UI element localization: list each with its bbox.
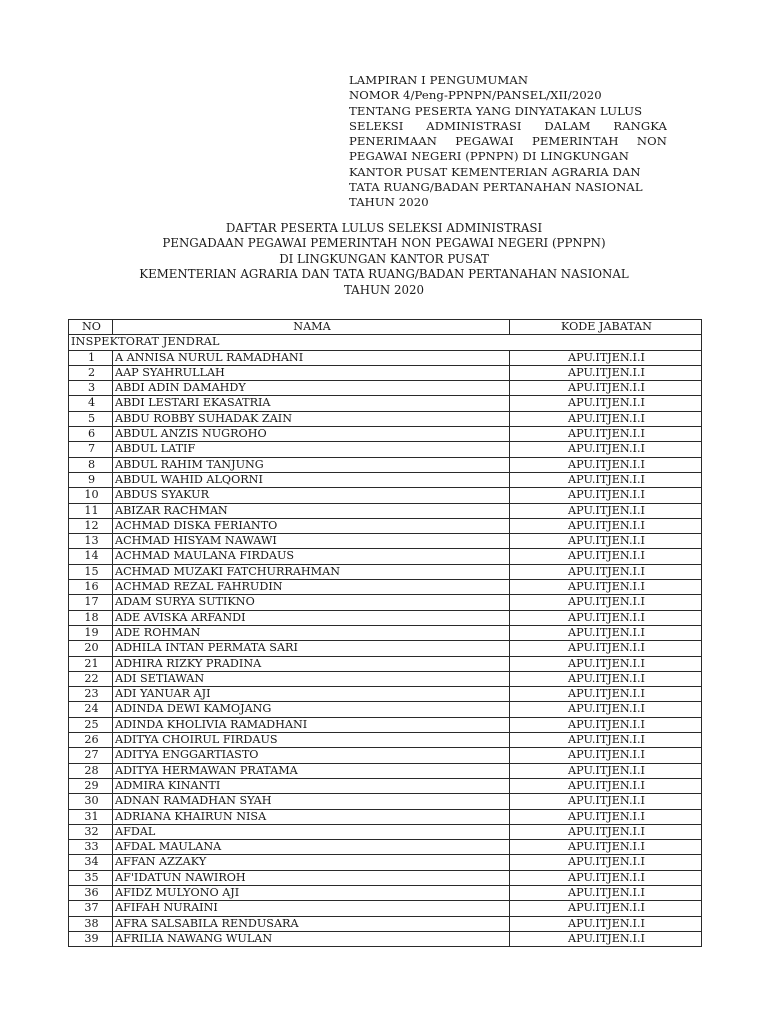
row-kode-jabatan: APU.ITJEN.I.I: [510, 809, 702, 824]
row-no: 14: [69, 549, 113, 564]
row-no: 38: [69, 916, 113, 931]
table-row: [69, 503, 702, 518]
row-kode-jabatan: APU.ITJEN.I.I: [510, 549, 702, 564]
section-label: INSPEKTORAT JENDRAL: [69, 335, 702, 350]
row-no: 11: [69, 503, 113, 518]
table-row: [69, 488, 702, 503]
row-nama: ADMIRA KINANTI: [113, 778, 510, 793]
row-no: 26: [69, 733, 113, 748]
lampiran-line: PEGAWAI NEGERI (PPNPN) DI LINGKUNGAN: [349, 149, 629, 164]
table-row: [69, 381, 702, 396]
row-kode-jabatan: APU.ITJEN.I.I: [510, 931, 702, 946]
row-kode-jabatan: APU.ITJEN.I.I: [510, 748, 702, 763]
table-row: [69, 840, 702, 855]
row-no: 9: [69, 472, 113, 487]
row-kode-jabatan: APU.ITJEN.I.I: [510, 518, 702, 533]
row-kode-jabatan: APU.ITJEN.I.I: [510, 687, 702, 702]
row-kode-jabatan: APU.ITJEN.I.I: [510, 824, 702, 839]
row-nama: ACHMAD HISYAM NAWAWI: [113, 534, 510, 549]
row-no: 32: [69, 824, 113, 839]
row-nama: ACHMAD DISKA FERIANTO: [113, 518, 510, 533]
row-nama: ACHMAD REZAL FAHRUDIN: [113, 580, 510, 595]
title-line: PENGADAAN PEGAWAI PEMERINTAH NON PEGAWAI NEGERI (PPNPN): [162, 236, 606, 251]
row-kode-jabatan: APU.ITJEN.I.I: [510, 855, 702, 870]
row-kode-jabatan: APU.ITJEN.I.I: [510, 595, 702, 610]
row-kode-jabatan: APU.ITJEN.I.I: [510, 901, 702, 916]
row-kode-jabatan: APU.ITJEN.I.I: [510, 350, 702, 365]
table-row: [69, 824, 702, 839]
table-row: [69, 595, 702, 610]
row-no: 18: [69, 610, 113, 625]
row-no: 12: [69, 518, 113, 533]
row-no: 13: [69, 534, 113, 549]
table-row: [69, 549, 702, 564]
row-no: 5: [69, 411, 113, 426]
row-nama: AFFAN AZZAKY: [113, 855, 510, 870]
row-no: 21: [69, 656, 113, 671]
table-row: [69, 411, 702, 426]
row-no: 15: [69, 564, 113, 579]
table-row: [69, 365, 702, 380]
row-nama: ABDUL ANZIS NUGROHO: [113, 427, 510, 442]
row-no: 27: [69, 748, 113, 763]
row-kode-jabatan: APU.ITJEN.I.I: [510, 396, 702, 411]
title-line: DAFTAR PESERTA LULUS SELEKSI ADMINISTRASI: [225, 221, 543, 235]
row-nama: AAP SYAHRULLAH: [113, 365, 510, 380]
table-row: [69, 625, 702, 640]
row-kode-jabatan: APU.ITJEN.I.I: [510, 488, 702, 503]
title-line: TAHUN 2020: [343, 282, 425, 297]
row-kode-jabatan: APU.ITJEN.I.I: [510, 641, 702, 656]
column-header-nama: NAMA: [113, 320, 510, 335]
row-no: 37: [69, 901, 113, 916]
table-row: [69, 457, 702, 472]
row-kode-jabatan: APU.ITJEN.I.I: [510, 610, 702, 625]
row-nama: ACHMAD MUZAKI FATCHURRAHMAN: [113, 564, 510, 579]
row-no: 30: [69, 794, 113, 809]
table-row: [69, 534, 702, 549]
row-no: 29: [69, 778, 113, 793]
document-title: [68, 221, 700, 298]
table-row: [69, 931, 702, 946]
table-row: [69, 809, 702, 824]
row-kode-jabatan: APU.ITJEN.I.I: [510, 778, 702, 793]
row-no: 10: [69, 488, 113, 503]
row-nama: ABDUL RAHIM TANJUNG: [113, 457, 510, 472]
row-no: 17: [69, 595, 113, 610]
table-row: [69, 610, 702, 625]
row-kode-jabatan: APU.ITJEN.I.I: [510, 365, 702, 380]
lampiran-line: SELEKSI ADMINISTRASI DALAM RANGKA: [349, 118, 667, 133]
row-kode-jabatan: APU.ITJEN.I.I: [510, 794, 702, 809]
row-kode-jabatan: APU.ITJEN.I.I: [510, 503, 702, 518]
column-header-no: NO: [69, 320, 113, 335]
row-nama: AF'IDATUN NAWIROH: [113, 870, 510, 885]
row-kode-jabatan: APU.ITJEN.I.I: [510, 733, 702, 748]
lampiran-line: NOMOR 4/Peng-PPNPN/PANSEL/XII/2020: [349, 88, 602, 103]
row-kode-jabatan: APU.ITJEN.I.I: [510, 717, 702, 732]
lampiran-line: TATA RUANG/BADAN PERTANAHAN NASIONAL: [349, 180, 643, 195]
row-no: 1: [69, 350, 113, 365]
row-nama: ADI YANUAR AJI: [113, 687, 510, 702]
table-row: [69, 702, 702, 717]
lampiran-line: TAHUN 2020: [349, 195, 429, 210]
table-row: [69, 580, 702, 595]
row-no: 8: [69, 457, 113, 472]
table-row: [69, 717, 702, 732]
lampiran-line: KANTOR PUSAT KEMENTERIAN AGRARIA DAN: [349, 164, 641, 179]
table-row: [69, 870, 702, 885]
row-nama: ABIZAR RACHMAN: [113, 503, 510, 518]
row-nama: ADINDA KHOLIVIA RAMADHANI: [113, 717, 510, 732]
row-kode-jabatan: APU.ITJEN.I.I: [510, 564, 702, 579]
row-nama: ADAM SURYA SUTIKNO: [113, 595, 510, 610]
row-nama: ADINDA DEWI KAMOJANG: [113, 702, 510, 717]
row-kode-jabatan: APU.ITJEN.I.I: [510, 625, 702, 640]
row-nama: ABDI LESTARI EKASATRIA: [113, 396, 510, 411]
table-row: [69, 778, 702, 793]
row-kode-jabatan: APU.ITJEN.I.I: [510, 411, 702, 426]
row-nama: ADHILA INTAN PERMATA SARI: [113, 641, 510, 656]
row-nama: ADRIANA KHAIRUN NISA: [113, 809, 510, 824]
row-nama: ADE AVISKA ARFANDI: [113, 610, 510, 625]
row-no: 34: [69, 855, 113, 870]
lampiran-line: TENTANG PESERTA YANG DINYATAKAN LULUS: [349, 103, 643, 118]
table-row: [69, 442, 702, 457]
row-nama: AFRILIA NAWANG WULAN: [113, 931, 510, 946]
table-row: [69, 396, 702, 411]
row-nama: AFDAL MAULANA: [113, 840, 510, 855]
row-no: 39: [69, 931, 113, 946]
title-line: DI LINGKUNGAN KANTOR PUSAT: [279, 251, 489, 266]
row-nama: ABDI ADIN DAMAHDY: [113, 381, 510, 396]
row-no: 36: [69, 885, 113, 900]
row-nama: AFIDZ MULYONO AJI: [113, 885, 510, 900]
table-row: [69, 763, 702, 778]
row-nama: ADITYA CHOIRUL FIRDAUS: [113, 733, 510, 748]
table-row: [69, 748, 702, 763]
table-row: [69, 427, 702, 442]
section-row: [69, 335, 702, 350]
row-nama: ADE ROHMAN: [113, 625, 510, 640]
table-row: [69, 855, 702, 870]
row-no: 7: [69, 442, 113, 457]
row-nama: ADITYA ENGGARTIASTO: [113, 748, 510, 763]
row-no: 16: [69, 580, 113, 595]
row-nama: ABDU ROBBY SUHADAK ZAIN: [113, 411, 510, 426]
row-no: 20: [69, 641, 113, 656]
row-nama: ADHIRA RIZKY PRADINA: [113, 656, 510, 671]
row-nama: AFRA SALSABILA RENDUSARA: [113, 916, 510, 931]
participant-table: [68, 319, 702, 947]
row-nama: AFIFAH NURAINI: [113, 901, 510, 916]
row-no: 2: [69, 365, 113, 380]
row-kode-jabatan: APU.ITJEN.I.I: [510, 885, 702, 900]
row-kode-jabatan: APU.ITJEN.I.I: [510, 427, 702, 442]
row-nama: ACHMAD MAULANA FIRDAUS: [113, 549, 510, 564]
row-no: 24: [69, 702, 113, 717]
row-kode-jabatan: APU.ITJEN.I.I: [510, 916, 702, 931]
table-row: [69, 656, 702, 671]
table-row: [69, 687, 702, 702]
row-kode-jabatan: APU.ITJEN.I.I: [510, 840, 702, 855]
row-no: 25: [69, 717, 113, 732]
row-nama: ADI SETIAWAN: [113, 671, 510, 686]
table-row: [69, 350, 702, 365]
row-no: 23: [69, 687, 113, 702]
column-header-kode-jabatan: KODE JABATAN: [510, 320, 702, 335]
row-nama: ABDUL WAHID ALQORNI: [113, 472, 510, 487]
table-row: [69, 518, 702, 533]
row-kode-jabatan: APU.ITJEN.I.I: [510, 580, 702, 595]
row-no: 31: [69, 809, 113, 824]
table-row: [69, 794, 702, 809]
table-row: [69, 733, 702, 748]
row-kode-jabatan: APU.ITJEN.I.I: [510, 442, 702, 457]
row-no: 6: [69, 427, 113, 442]
row-nama: ABDUL LATIF: [113, 442, 510, 457]
table-row: [69, 916, 702, 931]
row-kode-jabatan: APU.ITJEN.I.I: [510, 671, 702, 686]
lampiran-header-block: [349, 73, 667, 211]
row-no: 19: [69, 625, 113, 640]
lampiran-line: PENERIMAAN PEGAWAI PEMERINTAH NON: [349, 134, 667, 149]
title-line: KEMENTERIAN AGRARIA DAN TATA RUANG/BADAN PERTANAHAN NASIONAL: [139, 267, 629, 282]
row-nama: AFDAL: [113, 824, 510, 839]
table-row: [69, 885, 702, 900]
lampiran-line: LAMPIRAN I PENGUMUMAN: [349, 73, 529, 87]
row-kode-jabatan: APU.ITJEN.I.I: [510, 870, 702, 885]
row-kode-jabatan: APU.ITJEN.I.I: [510, 702, 702, 717]
table-row: [69, 901, 702, 916]
row-kode-jabatan: APU.ITJEN.I.I: [510, 763, 702, 778]
table-header-row: [69, 320, 702, 335]
row-kode-jabatan: APU.ITJEN.I.I: [510, 457, 702, 472]
table-row: [69, 671, 702, 686]
row-kode-jabatan: APU.ITJEN.I.I: [510, 381, 702, 396]
row-kode-jabatan: APU.ITJEN.I.I: [510, 472, 702, 487]
row-nama: ADITYA HERMAWAN PRATAMA: [113, 763, 510, 778]
row-no: 22: [69, 671, 113, 686]
row-nama: ABDUS SYAKUR: [113, 488, 510, 503]
row-no: 3: [69, 381, 113, 396]
row-kode-jabatan: APU.ITJEN.I.I: [510, 656, 702, 671]
row-no: 28: [69, 763, 113, 778]
row-nama: ADNAN RAMADHAN SYAH: [113, 794, 510, 809]
row-no: 4: [69, 396, 113, 411]
row-nama: A ANNISA NURUL RAMADHANI: [113, 350, 510, 365]
row-no: 33: [69, 840, 113, 855]
table-row: [69, 472, 702, 487]
table-row: [69, 564, 702, 579]
row-kode-jabatan: APU.ITJEN.I.I: [510, 534, 702, 549]
table-row: [69, 641, 702, 656]
row-no: 35: [69, 870, 113, 885]
